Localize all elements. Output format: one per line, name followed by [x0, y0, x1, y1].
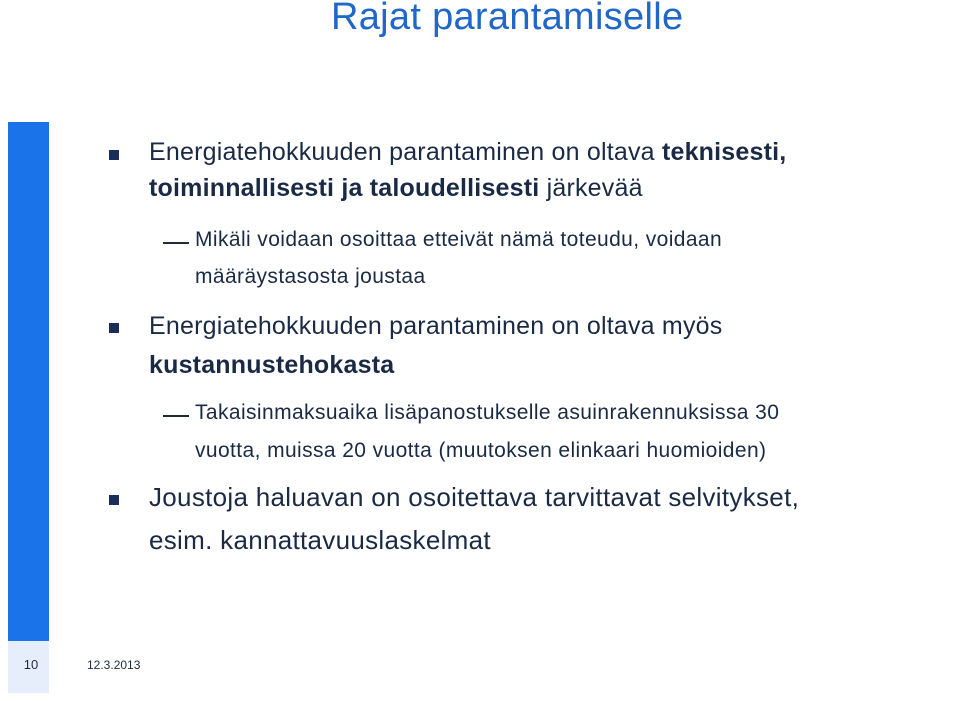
- sub-bullet-2-line-1: Takaisinmaksuaika lisäpanostukselle asuinrakennuksissa 30: [195, 401, 780, 424]
- square-bullet-icon: [109, 323, 119, 333]
- bullet-2-line-1: Energiatehokkuuden parantaminen on oltava myös: [149, 312, 723, 340]
- bullet-1-text-2: järkevää: [539, 174, 643, 202]
- bullet-1-text: Energiatehokkuuden parantaminen on oltava: [149, 138, 662, 166]
- square-bullet-icon: [109, 150, 119, 160]
- bullet-1-emphasis: teknisesti,: [661, 138, 787, 166]
- slide-title: Rajat parantamiselle: [331, 0, 684, 38]
- sub-bullet-2-line-2: vuotta, muissa 20 vuotta (muutoksen elinkaari huomioiden): [195, 439, 767, 462]
- left-accent-bar: [8, 122, 49, 641]
- slide-number: 10: [23, 657, 39, 672]
- bullet-2-emphasis: kustannustehokasta: [149, 351, 395, 379]
- sub-bullet-1-line-2: määräystasosta joustaa: [195, 265, 426, 288]
- bullet-1-line-1: [149, 138, 786, 167]
- bullet-2-line-2: [149, 351, 394, 380]
- dash-icon: [163, 415, 189, 417]
- bullet-1-line-2: [149, 174, 643, 203]
- slide-date: 12.3.2013: [87, 658, 141, 672]
- dash-icon: [163, 242, 189, 244]
- bullet-3-line-2: esim. kannattavuuslaskelmat: [149, 525, 491, 555]
- bullet-1-emphasis-2: toiminnallisesti ja taloudellisesti: [149, 174, 540, 202]
- sub-bullet-1-line-1: Mikäli voidaan osoittaa etteivät nämä toteudu, voidaan: [195, 228, 723, 251]
- square-bullet-icon: [109, 495, 119, 505]
- bullet-3-line-1: Joustoja haluavan on osoitettava tarvittavat selvitykset,: [149, 482, 800, 512]
